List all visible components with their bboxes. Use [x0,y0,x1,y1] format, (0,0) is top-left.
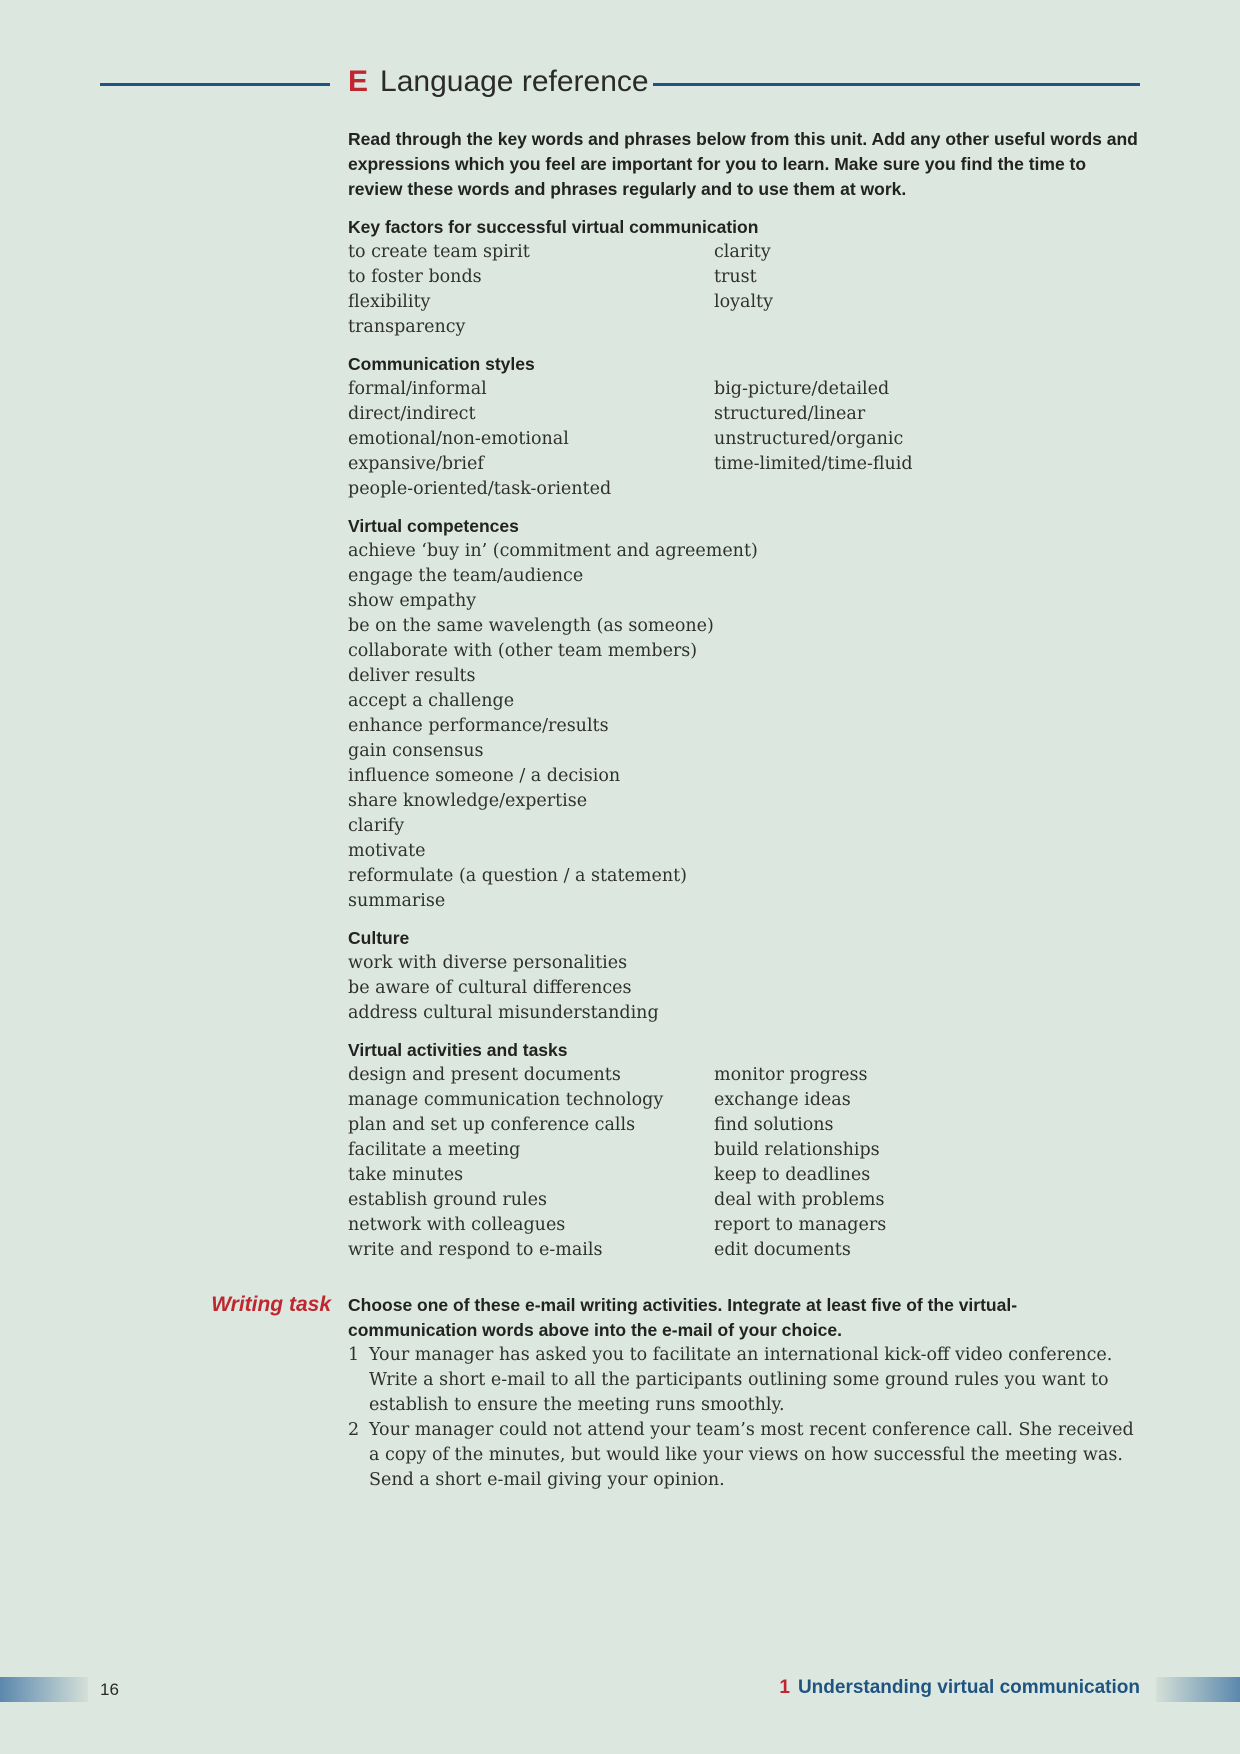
unit-title [779,1675,1140,1701]
task-number: 2 [348,1420,360,1440]
key-factors-section [348,215,1138,340]
list-item: transparency [348,317,466,337]
section-heading: Key factors for successful virtual communication [348,217,759,237]
task-text: Your manager could not attend your team’s most recent conference call. She received a copy of the minutes, but would like your views on how successful the meeting was. Send a short e-mail giving your opinion. [369,1420,1134,1490]
list-item: build relationships [714,1140,880,1160]
task-text: Your manager has asked you to facilitate an international kick-off video conference. Write a short e-mail to all the participants outlining some ground rules you want to establish to ensure the meeting runs smoothly. [369,1345,1113,1415]
list-item: share knowledge/expertise [348,791,588,811]
list-item: network with colleagues [348,1215,566,1235]
list-item: formal/informal [348,379,487,399]
list-item: keep to deadlines [714,1165,871,1185]
unit-number: 1 [779,1677,790,1698]
list-item: structured/linear [714,404,866,424]
list-item: flexibility [348,292,431,312]
list-item: take minutes [348,1165,464,1185]
writing-task-instruction: Choose one of these e-mail writing activities. Integrate at least five of the virtual-communication words above into the e-mail of your choice. [348,1295,1018,1340]
list-item: trust [714,267,757,287]
list-item: deal with problems [714,1190,885,1210]
list-item: to foster bonds [348,267,482,287]
list-item: be on the same wavelength (as someone) [348,616,714,636]
list-item: people-oriented/task-oriented [348,479,612,499]
intro-text: Read through the key words and phrases below from this unit. Add any other useful words and expressions which you feel are important for you to learn. Make sure you find the time to review these words and phrases regularly and to use them at work. [348,129,1138,199]
section-letter: E [348,65,369,98]
list-item: be aware of cultural differences [348,978,632,998]
list-item: plan and set up conference calls [348,1115,636,1135]
list-item: gain consensus [348,741,484,761]
list-item: edit documents [714,1240,851,1260]
writing-task [348,1293,1138,1493]
task-number: 1 [348,1345,360,1365]
task-item [348,1418,1138,1493]
styles-section [348,352,1138,502]
header-rule-left [100,83,330,86]
list-item: establish ground rules [348,1190,547,1210]
list-item: time-limited/time-fluid [714,454,913,474]
list-item: clarify [348,816,405,836]
list-item: to create team spirit [348,242,530,262]
list-item: work with diverse personalities [348,953,628,973]
unit-title-text: Understanding virtual communication [797,1677,1140,1698]
section-heading: Communication styles [348,354,535,374]
footer-gradient-right [1156,1677,1240,1702]
competences-section [348,514,1138,914]
list-item: show empathy [348,591,477,611]
list-item: manage communication technology [348,1090,664,1110]
list-item: big-picture/detailed [714,379,890,399]
page-number: 16 [100,1680,119,1699]
list-item: deliver results [348,666,476,686]
section-heading: Culture [348,928,410,948]
writing-task-label: Writing task [211,1293,331,1316]
section-heading: Virtual competences [348,516,519,536]
task-item [348,1343,1138,1418]
activities-section [348,1038,1138,1263]
list-item: clarity [714,242,771,262]
list-item: unstructured/organic [714,429,904,449]
section-title-text: Language reference [380,65,649,98]
list-item: motivate [348,841,426,861]
list-item: write and respond to e-mails [348,1240,603,1260]
list-item: monitor progress [714,1065,868,1085]
list-item: facilitate a meeting [348,1140,521,1160]
list-item: find solutions [714,1115,834,1135]
list-item: direct/indirect [348,404,476,424]
header-rule-right [653,83,1140,86]
section-heading: Virtual activities and tasks [348,1040,568,1060]
list-item: summarise [348,891,446,911]
list-item: emotional/non-emotional [348,429,569,449]
list-item: expansive/brief [348,454,484,474]
list-item: enhance performance/results [348,716,609,736]
list-item: report to managers [714,1215,887,1235]
list-item: address cultural misunderstanding [348,1003,659,1023]
list-item: design and present documents [348,1065,621,1085]
section-title [348,62,649,102]
list-item: loyalty [714,292,773,312]
list-item: collaborate with (other team members) [348,641,698,661]
list-item: accept a challenge [348,691,515,711]
list-item: achieve ‘buy in’ (commitment and agreement) [348,541,758,561]
footer-gradient-left [0,1677,88,1702]
list-item: reformulate (a question / a statement) [348,866,687,886]
culture-section [348,926,1138,1026]
main-column [348,127,1138,1275]
list-item: exchange ideas [714,1090,851,1110]
list-item: influence someone / a decision [348,766,621,786]
list-item: engage the team/audience [348,566,584,586]
